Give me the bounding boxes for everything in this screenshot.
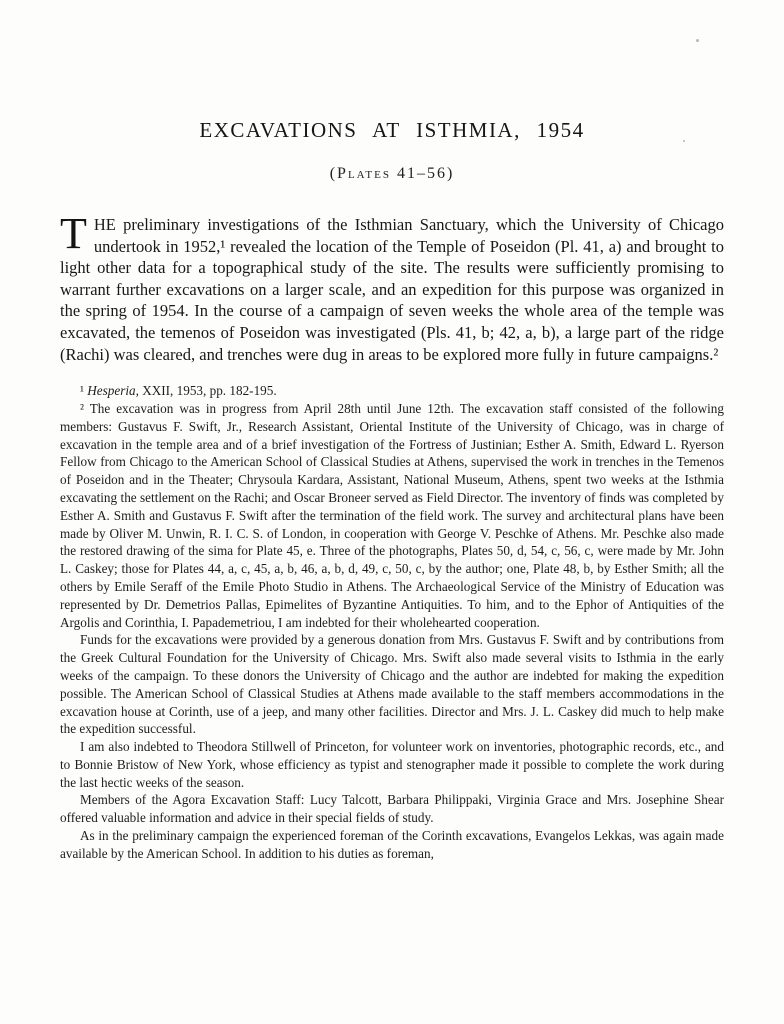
footnote-2-paragraph: ² The excavation was in progress from April 28th until June 12th. The excavation staff consisted of the following members: Gustavus F. Swift, Jr., Research Assistant, Oriental Institute of the University of Chicago, was in charge of excavation in the temple area and of a brief investigation of the Fortress of Justinian; Esther A. Smith, Edward L. Ryerson Fellow from Chicago to the American School of Classical Studies at Athens, supervised the work in trenches in the Temenos of Poseidon and in the Theater; Chrysoula Kardara, Assistant, National Museum, Athens, spent two weeks at the Isthmia excavating the settlement on the Rachi; and Oscar Broneer served as Field Director. The inventory of finds was completed by Esther A. Smith and Gustavus F. Swift after the termination of the field work. The survey and architectural plans have been made by Oliver M. Unwin, R. I. C. S. of London, in cooperation with George V. Peschke of Athens. Mr. Peschke also made the restored drawing of the sima for Plate 45, e. Three of the photographs, Plates 50, d, 54, c, 56, c, were made by Mr. John L. Caskey; those for Plates 44, a, c, 45, a, b, 46, a, b, d, 49, c, 50, c, by the author; one, Plate 48, b, by Esther Smith; all the others by Emile Seraff of the Emile Photo Studio in Athens. The Archaeological Service of the Ministry of Education was represented by Dr. Demetrios Pallas, Epimelites of Byzantine Antiquities. To him, and to the Ephor of Antiquities of the Argolis and Corinthia, I. Papademetriou, I am indebted for their wholehearted cooperation. [60,400,724,630]
plates-line: (Plates 41–56) [329,165,455,182]
intro-text: HE preliminary investigations of the Isthmian Sanctuary, which the University of Chicago undertook in 1952,¹ revealed the location of the Temple of Poseidon (Pl. 41, a) and brought to light other data for a topographical study of the site. The results were sufficiently promising to warrant further excavations on a larger scale, and an expedition for this purpose was organized in the spring of 1954. In the course of a campaign of seven weeks the whole area of the temple was excavated, the temenos of Poseidon was investigated (Pls. 41, b; 42, a, b), a large part of the ridge (Rachi) was cleared, and trenches were dug in areas to be explored more fully in future campaigns.² [60,215,724,364]
intro-paragraph [60,209,724,365]
footnote-1 [60,382,724,400]
footnote-1-journal: Hesperia, [87,383,139,399]
footnote-1-marker: ¹ [80,383,84,399]
footnote-2-paragraph: Funds for the excavations were provided by a generous donation from Mrs. Gustavus F. Swift and by contributions from the Greek Cultural Foundation for the University of Chicago. Mrs. Swift also made several visits to Isthmia in the early weeks of the campaign. To these donors the University of Chicago and the author are indebted for making the expedition possible. The American School of Classical Studies at Athens made available to the staff members accommodations in the excavation house at Corinth, use of a jeep, and many other facilities. Director and Mrs. J. L. Caskey did much to help make the expedition successful. [60,632,724,737]
footnote-2-paragraph: I am also indebted to Theodora Stillwell of Princeton, for volunteer work on inventories, photographic records, etc., and to Bonnie Bristow of New York, whose efficiency as typist and stenographer made it possible to complete the work during the last hectic weeks of the season. [60,739,724,790]
page-title: EXCAVATIONS AT ISTHMIA, 1954 [199,118,585,142]
footnote-2-paragraph: Members of the Agora Excavation Staff: Lucy Talcott, Barbara Philippaki, Virginia Grace and Mrs. Josephine Shear offered valuable information and advice in their special fields of study. [60,792,724,826]
drop-cap: T [60,209,87,258]
footnotes-section [60,382,724,863]
footnote-2-paragraph: As in the preliminary campaign the experienced foreman of the Corinth excavations, Evangelos Lekkas, was again made available by the American School. In addition to his duties as foreman, [60,828,724,861]
scan-speckle [696,39,699,42]
scan-speckle [683,140,685,142]
footnote-1-rest: XXII, 1953, pp. 182-195. [142,383,277,399]
